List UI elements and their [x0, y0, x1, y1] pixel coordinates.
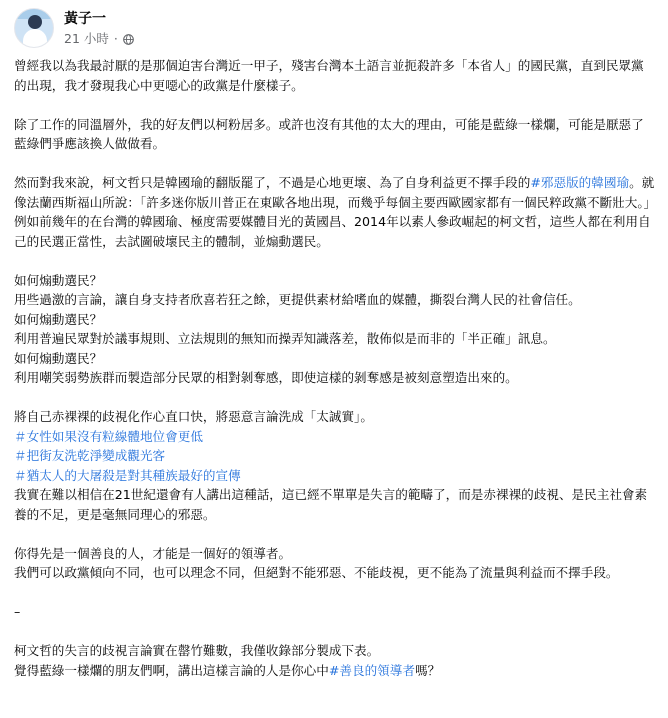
dash-divider: – — [14, 604, 21, 619]
hashtag-link[interactable]: #邪惡版的韓國瑜 — [530, 175, 630, 190]
post-time[interactable]: 21 小時 — [64, 31, 109, 46]
post-header — [14, 8, 654, 54]
paragraph: 將自己赤裸裸的歧視化作心直口快，將惡意言論洗成「太誠實」。 — [14, 409, 373, 424]
question: 如何煽動選民？ — [14, 350, 103, 366]
question: 如何煽動選民？ — [14, 272, 103, 288]
paragraph-text: 然而對我來說，柯文哲只是韓國瑜的翻版罷了，不過是心地更壞、為了自身利益更不擇手段的 — [14, 175, 531, 190]
globe-icon[interactable] — [123, 34, 134, 45]
paragraph: 除了工作的同溫層外，我的好友們以柯粉居多。或許也沒有其他的太大的理由，可能是藍綠一樣爛，可能是厭惡了藍綠們爭應該換人做做看。 — [14, 116, 644, 151]
post-body — [14, 56, 656, 680]
paragraph: 柯文哲的失言的歧視言論實在罄竹難數，我僅收錄部分製成下表。 — [14, 643, 380, 658]
hashtag-link[interactable]: #善良的領導者 — [328, 662, 415, 678]
post-meta — [64, 8, 134, 48]
answer: 利用普遍民眾對於議事規則、立法規則的無知而操弄知識落差，散佈似是而非的「半正確」訊息。 — [14, 331, 556, 346]
paragraph-text: 覺得藍綠一樣爛的朋友們啊，講出這樣言論的人是你心中 — [14, 662, 329, 678]
hashtag-link[interactable]: ＃把街友洗乾淨變成觀光客 — [14, 448, 166, 463]
paragraph — [14, 661, 656, 681]
paragraph-text: 嗎？ — [414, 662, 441, 678]
answer: 利用嘲笑弱勢族群而製造部分民眾的相對剝奪感，即使這樣的剝奪感是被刻意塑造出來的。 — [14, 370, 518, 385]
paragraph: 我實在難以相信在21世紀還會有人講出這種話，這已經不單單是失言的範疇了，而是赤裸裸的歧視、是民主社會素養的不足，更是毫無同理心的邪惡。 — [14, 487, 648, 522]
hashtag-link[interactable]: ＃女性如果沒有粒線體地位會更低 — [14, 428, 203, 444]
avatar[interactable] — [14, 8, 54, 48]
post-subline — [64, 30, 134, 48]
paragraph: 我們可以政黨傾向不同，也可以理念不同，但絕對不能邪惡、不能歧視，更不能為了流量與利益而不擇手段。 — [14, 565, 619, 580]
hashtag-link[interactable]: ＃猶太人的大屠殺是對其種族最好的宣傳 — [14, 467, 241, 483]
paragraph — [14, 173, 656, 251]
answer: 用些過激的言論，讓自身支持者欣喜若狂之餘，更提供素材給嗜血的媒體，撕裂台灣人民的社會信任。 — [14, 292, 581, 307]
author-name[interactable]: 黃子一 — [64, 11, 106, 27]
paragraph-text: 。就像法蘭西斯福山所說：「許多迷你版川普正在東歐各地出現，而幾乎每個主要西歐國家都有一個民粹政黨不斷壯大。」例如前幾年的在台灣的韓國瑜、極度需要媒體目光的黃國昌、2014年以素人參政崛起的柯文哲，這些人都在利用自己的民選正當性，去試圖破壞民主的體制，並煽動選民。 — [14, 175, 655, 249]
paragraph: 曾經我以為我最討厭的是那個迫害台灣近一甲子，殘害台灣本土語言並扼殺許多「本省人」的國民黨，直到民眾黨的出現，我才發現我心中更噁心的政黨是什麼樣子。 — [14, 58, 644, 93]
question: 如何煽動選民？ — [14, 311, 103, 327]
paragraph: 你得先是一個善良的人，才能是一個好的領導者。 — [14, 545, 292, 561]
separator-dot: · — [113, 31, 118, 46]
